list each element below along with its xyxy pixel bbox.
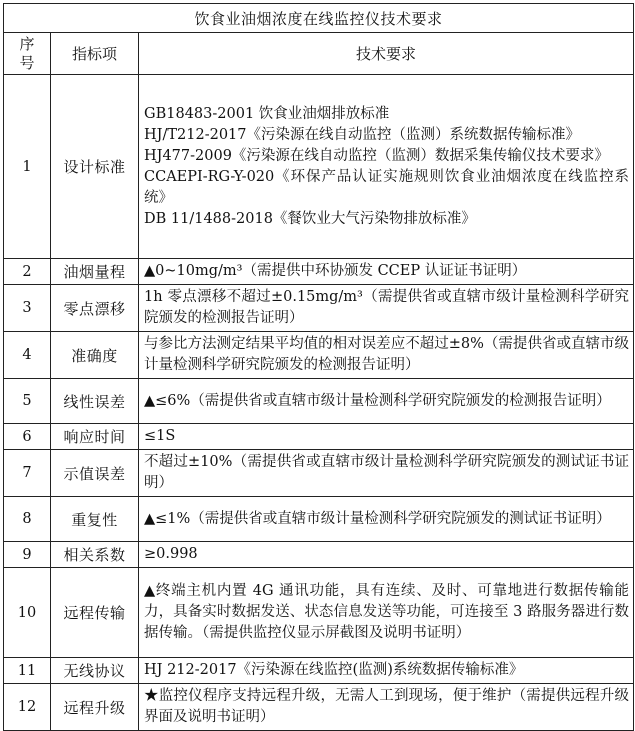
table-title: 饮食业油烟浓度在线监控仪技术要求 — [4, 4, 634, 33]
standard-line: HJ477-2009《污染源在线自动监控（监测）数据采集传输仪技术要求》 — [144, 147, 609, 164]
row-indicator: 响应时间 — [51, 424, 139, 450]
row-number: 1 — [4, 75, 51, 259]
row-requirement: HJ 212-2017《污染源在线监控(监测)系统数据传输标准》 — [139, 658, 634, 684]
row-indicator: 远程升级 — [51, 684, 139, 731]
table-row — [4, 684, 634, 731]
row-indicator: 零点漂移 — [51, 285, 139, 332]
row-number: 7 — [4, 450, 51, 497]
row-requirement: ≥0.998 — [139, 542, 634, 568]
header-number-line2: 号 — [19, 53, 35, 72]
row-number: 8 — [4, 497, 51, 542]
table-row — [4, 259, 634, 285]
row-indicator: 油烟量程 — [51, 259, 139, 285]
row-indicator: 线性误差 — [51, 379, 139, 424]
row-requirement — [139, 75, 634, 259]
row-requirement: ▲终端主机内置 4G 通讯功能，具有连续、及时、可靠地进行数据传输能力，具备实时数据发送、状态信息发送等功能，可连接至 3 路服务器进行数据传输。（需提供监控仪显示屏截图及说明书证明） — [139, 568, 634, 658]
standard-line: CCAEPI-RG-Y-020《环保产品认证实施规则饮食业油烟浓度在线监控系统》 — [144, 168, 630, 206]
table-row — [4, 542, 634, 568]
row-indicator: 无线协议 — [51, 658, 139, 684]
row-number: 9 — [4, 542, 51, 568]
standard-line: DB 11/1488-2018《餐饮业大气污染物排放标准》 — [144, 210, 476, 227]
header-requirement: 技术要求 — [139, 33, 634, 75]
table-row — [4, 424, 634, 450]
row-requirement: ▲≤1%（需提供省或直辖市级计量检测科学研究院颁发的测试证书证明） — [139, 497, 634, 542]
row-indicator: 设计标准 — [51, 75, 139, 259]
row-indicator: 重复性 — [51, 497, 139, 542]
row-requirement: ▲0~10mg/m³（需提供中环协颁发 CCEP 认证证书证明） — [139, 259, 634, 285]
row-requirement: ★监控仪程序支持远程升级，无需人工到现场，便于维护（需提供远程升级界面及说明书证明） — [139, 684, 634, 731]
row-requirement: 1h 零点漂移不超过±0.15mg/m³（需提供省或直辖市级计量检测科学研究院颁发的检测报告证明） — [139, 285, 634, 332]
row-number: 11 — [4, 658, 51, 684]
row-requirement: ≤1S — [139, 424, 634, 450]
row-indicator: 准确度 — [51, 332, 139, 379]
header-row — [4, 33, 634, 75]
standard-line: HJ/T212-2017《污染源在线自动监控（监测）系统数据传输标准》 — [144, 126, 580, 143]
standard-line: GB18483-2001 饮食业油烟排放标准 — [144, 105, 390, 122]
row-number: 3 — [4, 285, 51, 332]
row-requirement: 与参比方法测定结果平均值的相对误差应不超过±8%（需提供省或直辖市级计量检测科学研究院颁发的检测报告证明） — [139, 332, 634, 379]
row-number: 10 — [4, 568, 51, 658]
row-indicator: 相关系数 — [51, 542, 139, 568]
table-row — [4, 568, 634, 658]
table-row — [4, 379, 634, 424]
table-row — [4, 450, 634, 497]
header-indicator: 指标项 — [51, 33, 139, 75]
spec-table — [3, 3, 634, 731]
row-requirement: ▲≤6%（需提供省或直辖市级计量检测科学研究院颁发的检测报告证明） — [139, 379, 634, 424]
row-number: 2 — [4, 259, 51, 285]
header-number — [4, 33, 51, 75]
table-row — [4, 75, 634, 259]
row-number: 4 — [4, 332, 51, 379]
row-requirement: 不超过±10%（需提供省或直辖市级计量检测科学研究院颁发的测试证书证明） — [139, 450, 634, 497]
row-indicator: 远程传输 — [51, 568, 139, 658]
table-row — [4, 658, 634, 684]
row-indicator: 示值误差 — [51, 450, 139, 497]
row-number: 6 — [4, 424, 51, 450]
spec-document — [3, 3, 633, 731]
row-number: 12 — [4, 684, 51, 731]
header-number-line1: 序 — [19, 34, 35, 53]
table-row — [4, 332, 634, 379]
table-row — [4, 285, 634, 332]
row-number: 5 — [4, 379, 51, 424]
table-row — [4, 497, 634, 542]
title-row — [4, 4, 634, 33]
